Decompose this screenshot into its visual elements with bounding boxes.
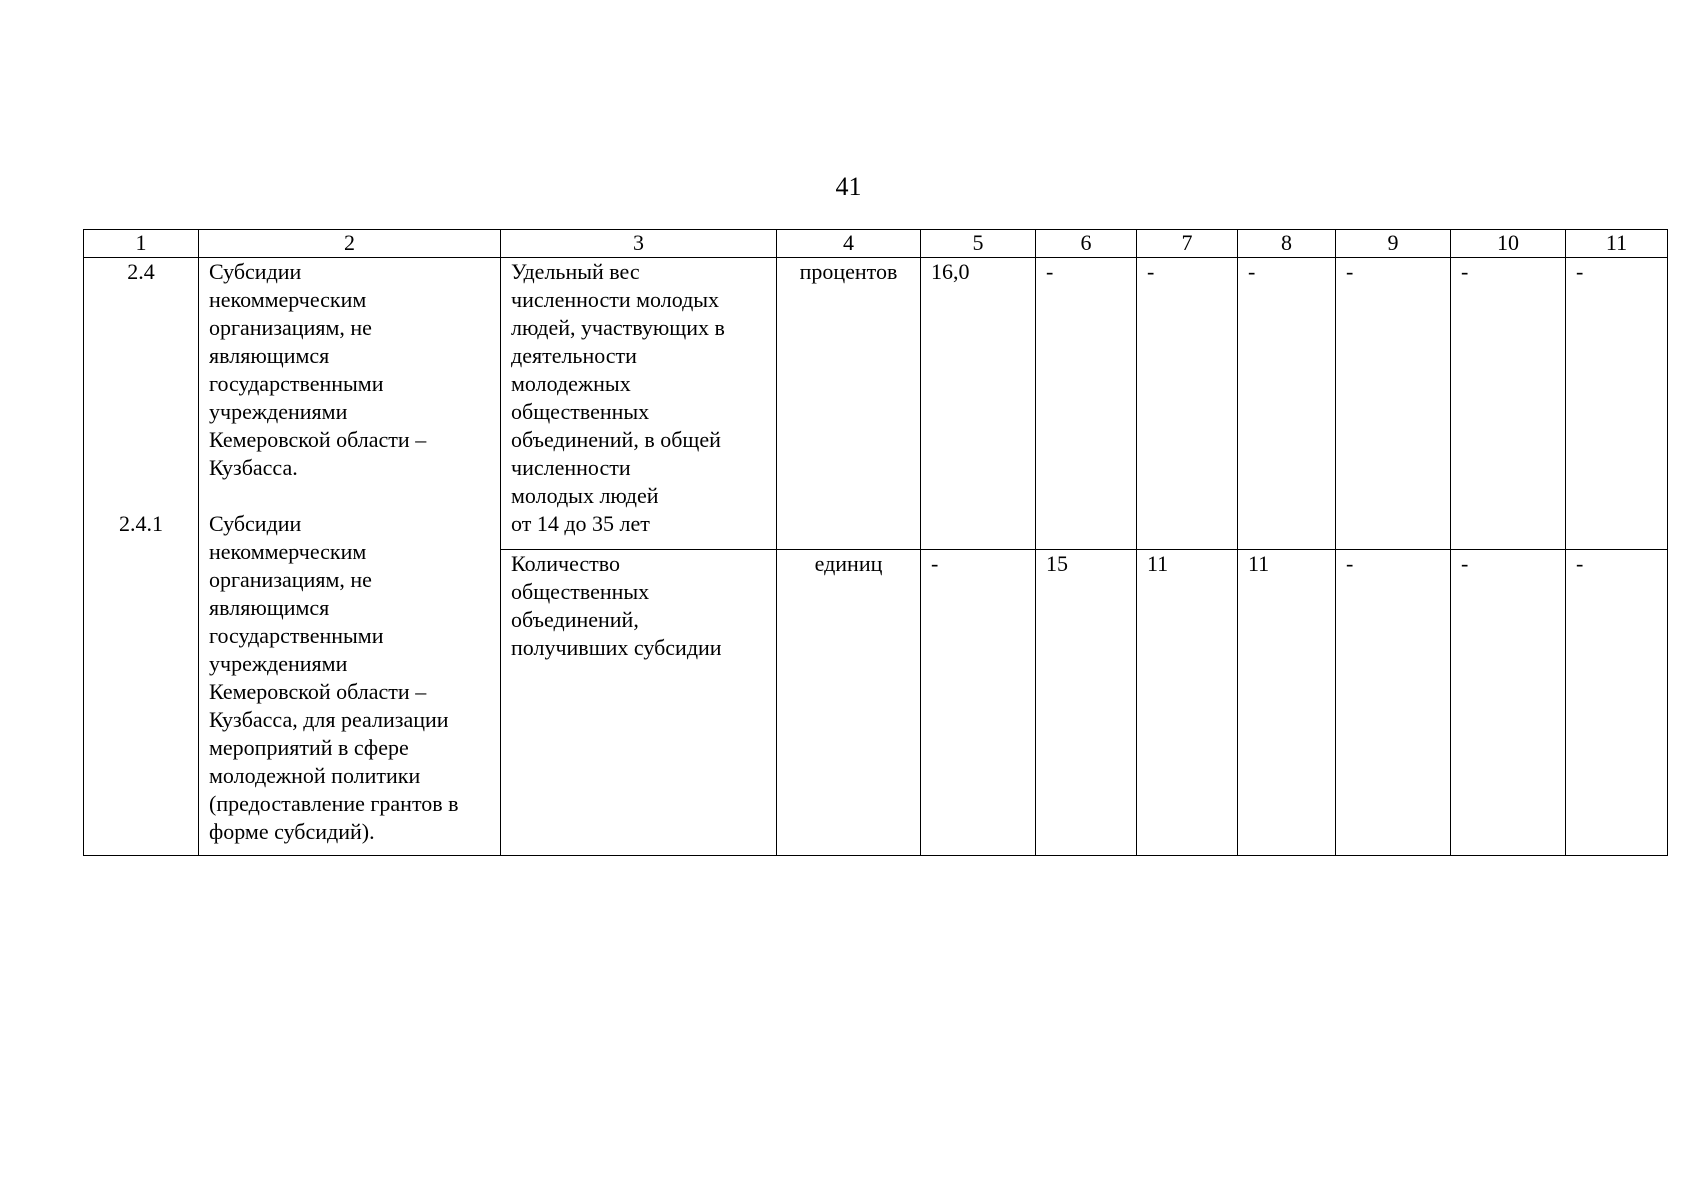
header-cell-11: 11 — [1566, 230, 1668, 258]
value-cell-10: - — [1451, 258, 1566, 550]
value-cell-8: 11 — [1238, 550, 1336, 856]
value-cell-5: - — [921, 550, 1036, 856]
data-table — [83, 229, 1668, 856]
indicator-text: Удельный вес численности молодых людей, участвующих в деятельности молодежных общественных объединений, в общей численности молодых людей от 14 до 35 лет — [511, 259, 725, 536]
value-cell-11: - — [1566, 258, 1668, 550]
header-cell-8: 8 — [1238, 230, 1336, 258]
header-cell-5: 5 — [921, 230, 1036, 258]
value-cell-6: 15 — [1036, 550, 1137, 856]
header-cell-9: 9 — [1336, 230, 1451, 258]
header-cell-3: 3 — [501, 230, 777, 258]
value-cell-5: 16,0 — [921, 258, 1036, 550]
item-name-main: Субсидии некоммерческим организациям, не являющимся государственными учреждениями Кемеровской области – Кузбасса. — [209, 259, 427, 480]
item-name-sub: Субсидии некоммерческим организациям, не являющимся государственными учреждениями Кемеровской области – Кузбасса, для реализации мероприятий в сфере молодежной политики (предоставление грантов в форме субсидий). — [209, 511, 459, 844]
value-cell-11: - — [1566, 550, 1668, 856]
header-row — [84, 230, 1668, 258]
table-row — [84, 258, 1668, 550]
value-cell-10: - — [1451, 550, 1566, 856]
item-number-cell — [84, 258, 199, 856]
indicator-text: Количество общественных объединений, получивших субсидии — [511, 551, 722, 660]
header-cell-2: 2 — [199, 230, 501, 258]
value-cell-7: - — [1137, 258, 1238, 550]
value-cell-8: - — [1238, 258, 1336, 550]
header-cell-7: 7 — [1137, 230, 1238, 258]
indicator-cell — [501, 550, 777, 856]
value-cell-9: - — [1336, 258, 1451, 550]
header-cell-4: 4 — [777, 230, 921, 258]
indicator-cell — [501, 258, 777, 550]
value-cell-9: - — [1336, 550, 1451, 856]
item-name-cell — [199, 258, 501, 856]
item-number-sub: 2.4.1 — [119, 511, 163, 536]
header-cell-1: 1 — [84, 230, 199, 258]
unit-cell: единиц — [777, 550, 921, 856]
value-cell-6: - — [1036, 258, 1137, 550]
unit-cell: процентов — [777, 258, 921, 550]
header-cell-6: 6 — [1036, 230, 1137, 258]
value-cell-7: 11 — [1137, 550, 1238, 856]
page-number: 41 — [835, 172, 862, 201]
header-cell-10: 10 — [1451, 230, 1566, 258]
item-number-main: 2.4 — [127, 259, 155, 284]
